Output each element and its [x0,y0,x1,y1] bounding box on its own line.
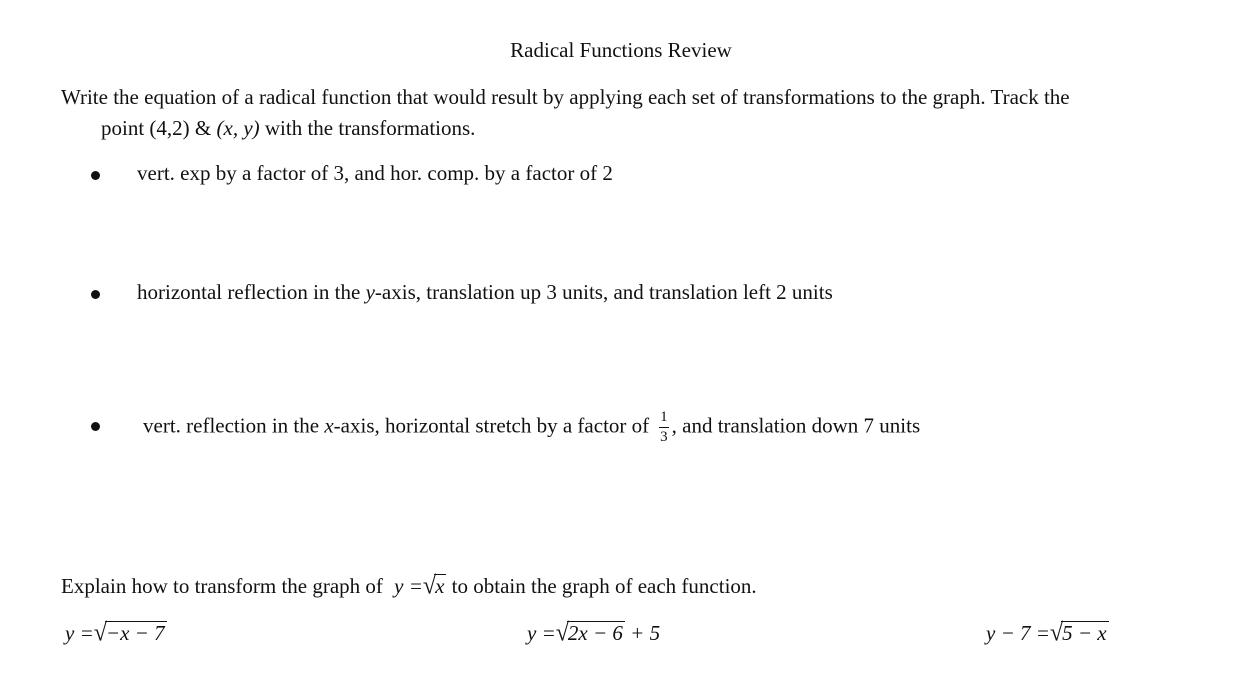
intro-line-2 [101,116,475,141]
bullet-3-pre: vert. reflection in the [143,413,325,438]
intro-xy-point: (x, y) [216,116,260,140]
bullet-icon [91,422,100,431]
function-1-lhs: y = [65,621,94,645]
bullet-item-2 [137,280,833,305]
fraction-denominator: 3 [660,429,668,445]
bullet-3-mid: -axis, horizontal stretch by a factor of [333,413,650,438]
function-2-lhs: y = [527,621,556,645]
page-title: Radical Functions Review [510,38,732,62]
bullet-2-pre: horizontal reflection in the [137,280,366,304]
radical-icon: √ [93,619,107,647]
radical-icon: √ [422,572,437,600]
function-1 [65,620,167,647]
bullet-item-3 [143,410,920,445]
bullet-3-variable: x [324,413,334,438]
fraction-numerator: 1 [659,410,669,428]
function-3-sqrt [1050,620,1109,647]
bullet-2-post: -axis, translation up 3 units, and translation left 2 units [374,280,833,304]
bullet-2-variable: y [365,280,375,304]
intro-trailing-text: with the transformations. [259,116,476,140]
radical-icon: √ [555,619,569,647]
function-3 [986,620,1109,647]
function-2 [527,620,660,647]
parent-function-radicand: x [435,574,445,598]
function-2-tail: + 5 [624,621,661,645]
intro-line-1: Write the equation of a radical function that would result by applying each set of transformations to the graph. Track the [61,85,1070,109]
explain-instruction [61,573,757,600]
bullet-icon [91,171,100,180]
fraction [659,410,669,445]
bullet-icon [91,290,100,299]
function-1-sqrt [94,620,167,647]
intro-point-text: point (4,2) & [101,116,217,140]
function-2-radicand: 2x − 6 [567,621,623,645]
function-1-radicand: −x − 7 [105,621,165,645]
bullet-item-1: vert. exp by a factor of 3, and hor. comp. by a factor of 2 [137,161,613,185]
function-2-sqrt [556,620,625,647]
explain-post: to obtain the graph of each function. [446,574,757,598]
bullet-3-post: , and translation down 7 units [671,413,921,438]
radical-icon: √ [1049,619,1064,647]
parent-function-lhs: y = [394,574,423,598]
parent-function-sqrt [423,573,447,600]
explain-pre: Explain how to transform the graph of [61,574,389,598]
function-3-radicand: 5 − x [1062,621,1107,645]
function-3-lhs: y − 7 = [986,621,1050,645]
